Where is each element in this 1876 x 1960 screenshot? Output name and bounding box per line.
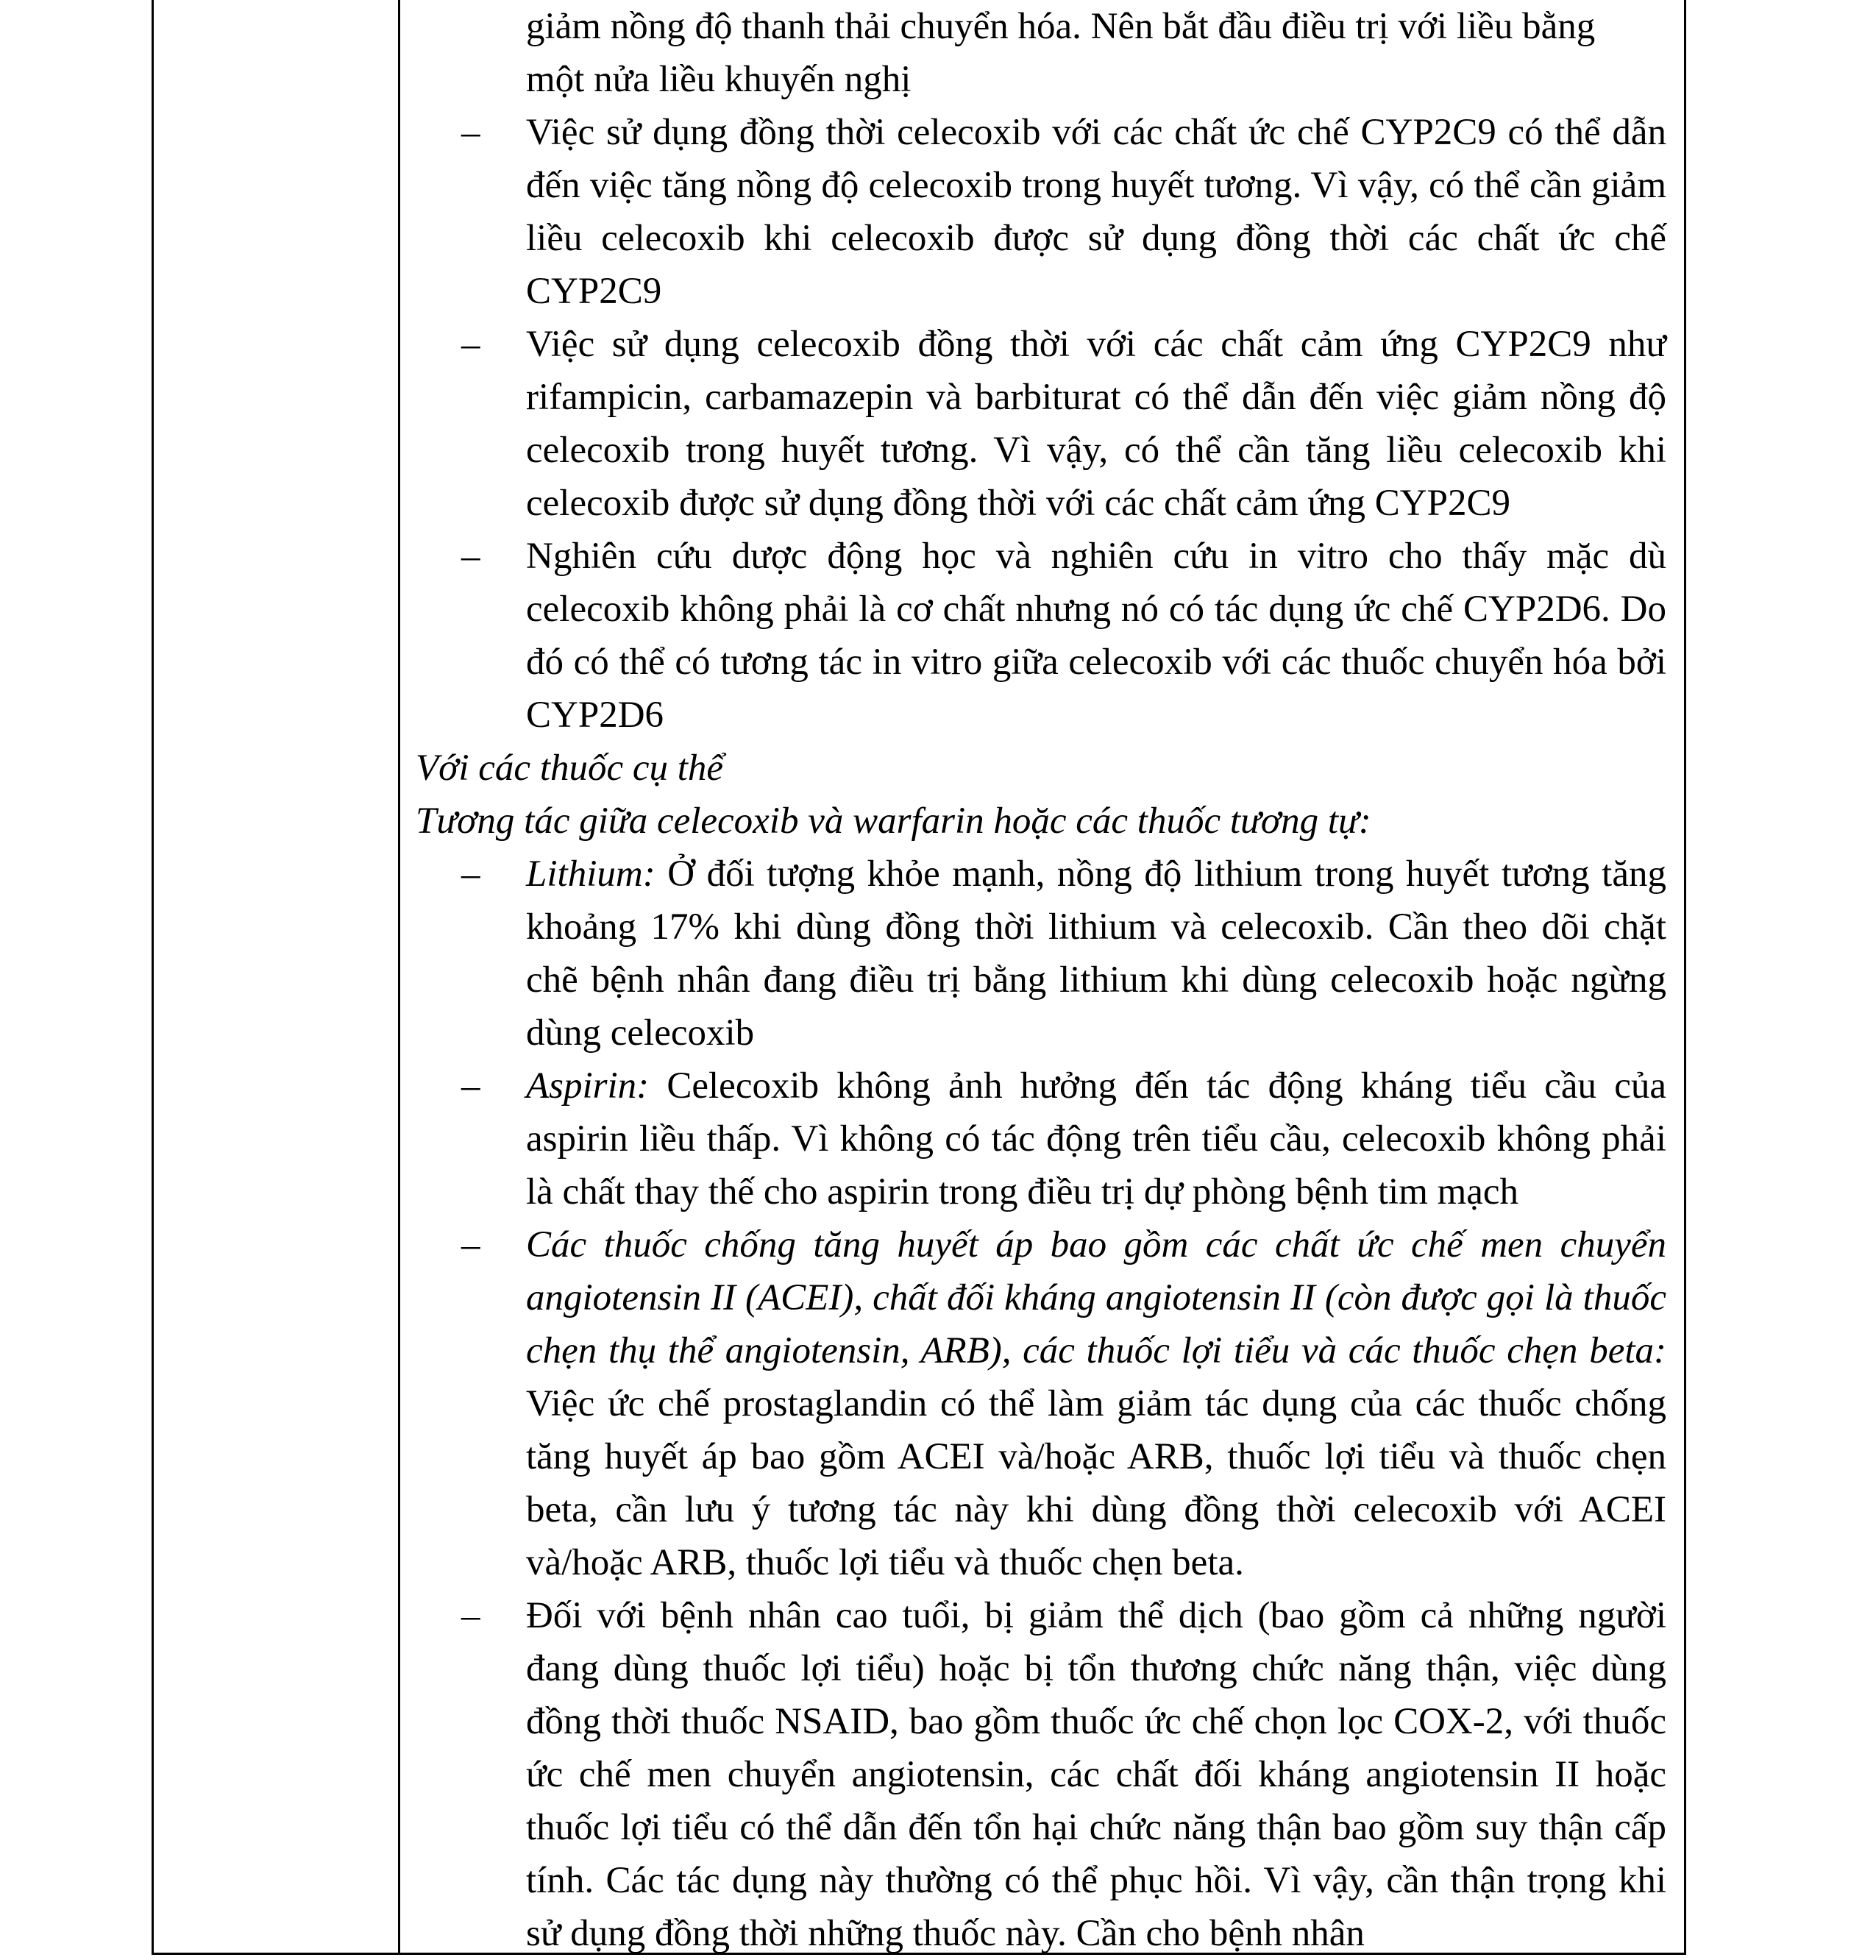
dash-bullet-icon: –	[461, 853, 480, 895]
dash-bullet-icon: –	[461, 324, 480, 365]
list-item	[416, 530, 1666, 742]
section-heading-warfarin: Tương tác giữa celecoxib và warfarin hoặc các thuốc tương tự:	[416, 800, 1371, 842]
list-item	[416, 106, 1666, 318]
list-item	[416, 318, 1666, 530]
drug-label-antihypertensives: Các thuốc chống tăng huyết áp bao gồm các chất ức chế men chuyển angiotensin II (ACEI), chất đối kháng angiotensin II (còn được gọi là thuốc chẹn thụ thể angiotensin, ARB), các thuốc lợi tiểu và các thuốc chẹn beta:	[526, 1224, 1666, 1371]
list-item	[416, 1218, 1666, 1589]
left-column-cell	[154, 0, 400, 1953]
dash-bullet-icon: –	[461, 536, 480, 577]
continuation-text	[416, 0, 1666, 106]
drug-label-lithium: Lithium:	[526, 853, 655, 895]
list-item	[416, 1589, 1666, 1960]
dash-bullet-icon: –	[461, 112, 480, 153]
continuation-line-2: một nửa liều khuyến nghị	[526, 59, 912, 100]
list-item-text: Việc sử dụng celecoxib đồng thời với các chất cảm ứng CYP2C9 như rifampicin, carbamazepin và barbiturat có thể dẫn đến việc giảm nồng độ celecoxib trong huyết tương. Vì vậy, có thể cần tăng liều celecoxib khi celecoxib được sử dụng đồng thời với các chất cảm ứng CYP2C9	[526, 324, 1666, 524]
list-item-text: Đối với bệnh nhân cao tuổi, bị giảm thể dịch (bao gồm cả những người đang dùng thuốc lợi tiểu) hoặc bị tổn thương chức năng thận, việc dùng đồng thời thuốc NSAID, bao gồm thuốc ức chế chọn lọc COX-2, với thuốc ức chế men chuyển angiotensin, các chất đối kháng angiotensin II hoặc thuốc lợi tiểu có thể dẫn đến tổn hại chức năng thận bao gồm suy thận cấp tính. Các tác dụng này thường có thể phục hồi. Vì vậy, cần thận trọng khi sử dụng đồng thời những thuốc này. Cần cho bệnh nhân	[526, 1595, 1666, 1954]
content-cell	[416, 0, 1666, 1960]
list-item-text: Celecoxib không ảnh hưởng đến tác động kháng tiểu cầu của aspirin liều thấp. Vì không có tác động trên tiểu cầu, celecoxib không phải là chất thay thế cho aspirin trong điều trị dự phòng bệnh tim mạch	[526, 1065, 1666, 1212]
continuation-line-1: giảm nồng độ thanh thải chuyển hóa. Nên bắt đầu điều trị với liều bằng	[526, 6, 1596, 47]
dash-bullet-icon: –	[461, 1595, 480, 1636]
list-item-text: Việc ức chế prostaglandin có thể làm giảm tác dụng của các thuốc chống tăng huyết áp bao gồm ACEI và/hoặc ARB, thuốc lợi tiểu và thuốc chẹn beta, cần lưu ý tương tác này khi dùng đồng thời celecoxib với ACEI và/hoặc ARB, thuốc lợi tiểu và thuốc chẹn beta.	[526, 1383, 1666, 1583]
list-item	[416, 848, 1666, 1059]
section-heading-specific-drugs: Với các thuốc cụ thể	[416, 748, 724, 789]
list-item-text: Việc sử dụng đồng thời celecoxib với các chất ức chế CYP2C9 có thể dẫn đến việc tăng nồng độ celecoxib trong huyết tương. Vì vậy, có thể cần giảm liều celecoxib khi celecoxib được sử dụng đồng thời các chất ức chế CYP2C9	[526, 112, 1666, 312]
list-item-text: Ở đối tượng khỏe mạnh, nồng độ lithium trong huyết tương tăng khoảng 17% khi dùng đồng thời lithium và celecoxib. Cần theo dõi chặt chẽ bệnh nhân đang điều trị bằng lithium khi dùng celecoxib hoặc ngừng dùng celecoxib	[526, 853, 1666, 1054]
dash-bullet-icon: –	[461, 1224, 480, 1265]
list-item-text: Nghiên cứu dược động học và nghiên cứu in vitro cho thấy mặc dù celecoxib không phải là cơ chất nhưng nó có tác dụng ức chế CYP2D6. Do đó có thể có tương tác in vitro giữa celecoxib với các thuốc chuyển hóa bởi CYP2D6	[526, 536, 1666, 736]
dash-bullet-icon: –	[461, 1065, 480, 1107]
drug-label-aspirin: Aspirin:	[526, 1065, 650, 1107]
list-item	[416, 1059, 1666, 1218]
